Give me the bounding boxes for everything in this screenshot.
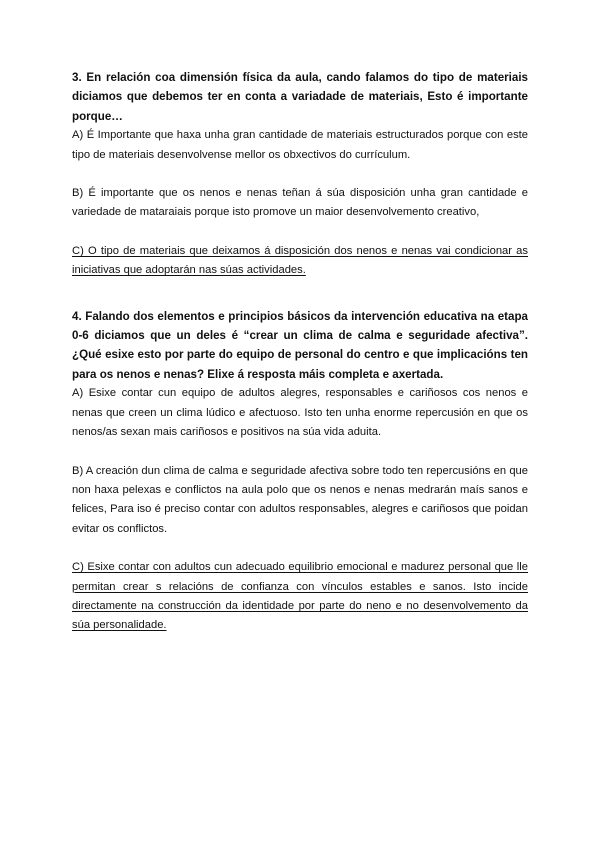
- answer-4a: A) Esixe contar cun equipo de adultos alegres, responsables e cariñosos cos nenos e nenas que creen un clima lúdico e afectuoso. Isto ten unha enorme repercusión en que os nenos/as sexan mais cariñosos e positivos na súa vida aduita.: [72, 387, 528, 439]
- document-page: [72, 68, 528, 636]
- answer-3c-correct: C) O tipo de materiais que deixamos á disposición dos nenos e nenas vai condicionar as iniciativas que adoptarán nas súas actividades.: [72, 244, 528, 277]
- question-4: [72, 307, 528, 385]
- question-text: Falando dos elementos e principios básicos da intervención educativa na etapa 0-6 diciamos que un deles é “crear un clima de calma e seguridade afectiva”. ¿Qué esixe esto por parte do equipo de personal do centro e que implicacións ten para os nenos e nenas? Elixe á resposta máis completa e axertada.: [72, 309, 528, 381]
- answer-3a: A) É Importante que haxa unha gran cantidade de materiais estructurados porque con este tipo de materiais desenvolvense mellor os obxectivos do currículum.: [72, 129, 528, 161]
- answer-4c-correct: C) Esixe contar con adultos cun adecuado equilibrio emocional e madurez personal que lle permitan crear s relacións de confianza con vínculos estables e sanos. Isto incide directamente na construcción da identidade por parte do neno e no desenvolvemento da súa personalidade.: [72, 561, 528, 632]
- answer-3b: B) É importante que os nenos e nenas teñan á súa disposición unha gran cantidade e variedade de mataraiais porque isto promove un maior desenvolvemento creativo,: [72, 187, 528, 219]
- question-text: En relación coa dimensión física da aula, cando falamos do tipo de materiais diciamos que debemos ter en conta a variadade de materiais, Esto é importante porque…: [72, 71, 528, 123]
- question-number: 4.: [72, 309, 82, 323]
- question-3: [72, 68, 528, 126]
- question-number: 3.: [72, 71, 82, 84]
- answer-4b: B) A creación dun clima de calma e seguridade afectiva sobre todo ten repercusións en que non haxa pelexas e conflictos na aula polo que os nenos e nenas medrarán maís sanos e felices, Para iso é preciso contar con adultos responsables, alegres e cariñosos que poidan evitar os conflictos.: [72, 464, 528, 535]
